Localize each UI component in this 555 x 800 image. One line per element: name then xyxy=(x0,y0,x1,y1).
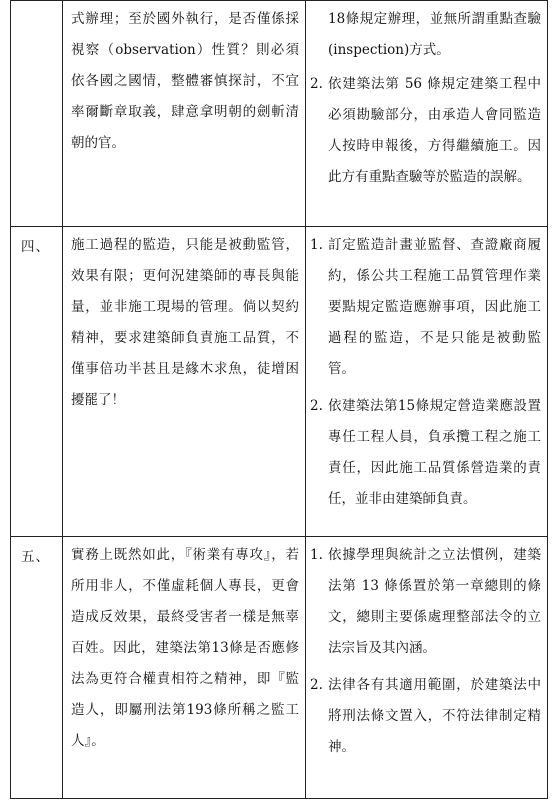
item-text: 依建築法第15條規定營造業應設置專任工程人員，負承攬工程之施工責任，因此施工品質係營造業的責任，並非由建築師負責。 xyxy=(328,398,541,507)
response-cell xyxy=(306,537,548,799)
row-number: 四、 xyxy=(11,227,63,537)
table-row xyxy=(11,227,548,537)
issue-paragraph: 施工過程的監造，只能是被動監管，效果有限；更何況建築師的專長與能量，並非施工現場的管理。倘以契約精神，要求建築師負責施工品質，不僅事倍功半甚且是緣木求魚，徒增困擾罷了！ xyxy=(71,237,299,408)
list-item xyxy=(310,391,541,515)
item-text: 法律各有其適用範圍，於建築法中將刑法條文置入，不符法律制定精神。 xyxy=(328,677,541,755)
issue-text xyxy=(63,537,306,799)
document-table xyxy=(10,0,548,799)
item-text: 依據學理與統計之立法慣例，建築法第 13 條係置於第一章總則的條文，總則主要係處理整部法令的立法宗旨及其內涵。 xyxy=(328,547,541,656)
table-row xyxy=(11,537,548,799)
row-number xyxy=(11,1,63,227)
list-item xyxy=(310,670,541,763)
list-item xyxy=(310,230,541,385)
table-row xyxy=(11,1,548,227)
response-cell xyxy=(306,227,548,537)
issue-paragraph: 實務上既然如此，『術業有專攻』，若所用非人，不僅虛耗個人專長，更會造成反效果，最終受害者一樣是無辜百姓。因此，建築法第13條是否應修法為更符合權責相符之精神，即『監造人，即屬刑法第193條所稱之監工人』。 xyxy=(71,547,299,749)
item-marker: 2. xyxy=(310,76,323,92)
issue-text xyxy=(63,1,306,227)
item-marker: 2. xyxy=(310,677,323,693)
issue-text xyxy=(63,227,306,537)
response-list xyxy=(306,537,547,763)
row-number: 五、 xyxy=(11,537,63,799)
item-marker: 1. xyxy=(310,547,323,563)
item-marker: 1. xyxy=(310,237,323,253)
item-text: 訂定監造計畫並監督、查證廠商履約，係公共工程施工品質管理作業要點規定監造應辦事項，因此施工過程的監造，不是只能是被動監管。 xyxy=(328,237,541,377)
response-list xyxy=(306,66,547,193)
response-list xyxy=(306,227,547,515)
list-item xyxy=(310,69,541,193)
item-text: 依建築法第 56 條規定建築工程中必須勘驗部分，由承造人會同監造人按時申報後，方得繼續施工。因此方有重點查驗等於監造的誤解。 xyxy=(328,76,541,185)
response-cell xyxy=(306,1,548,227)
response-continuation: 18條規定辦理，並無所謂重點查驗(inspection)方式。 xyxy=(328,11,541,58)
issue-paragraph: 式辦理；至於國外執行，是否僅係採視察（observation）性質？則必須依各國之國情，整體審慎探討，不宜率爾斷章取義，肆意拿明朝的劍斬清朝的官。 xyxy=(71,11,299,151)
list-item xyxy=(310,540,541,664)
item-marker: 2. xyxy=(310,398,323,414)
